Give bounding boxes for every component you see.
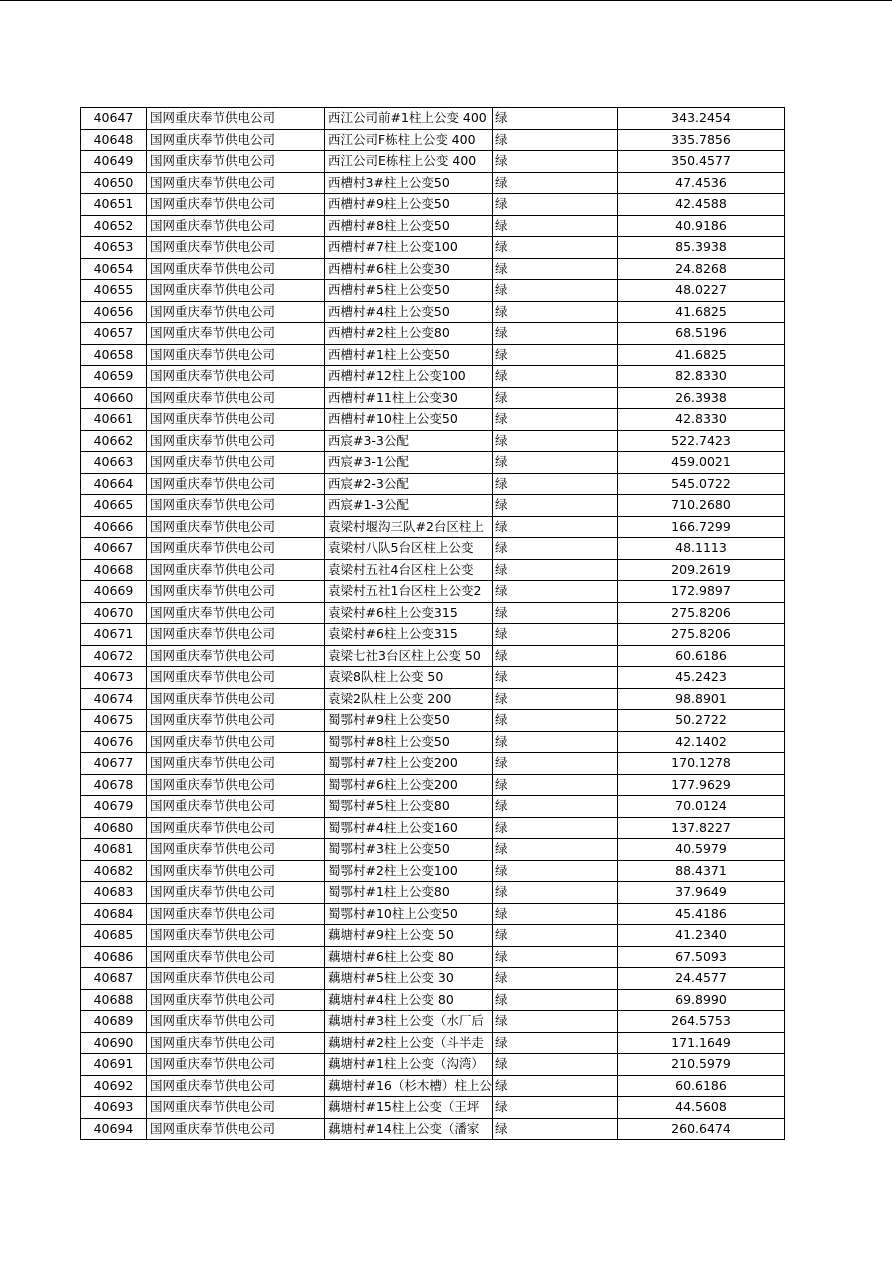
cell-company: 国网重庆奉节供电公司 — [147, 882, 325, 904]
cell-id: 40676 — [81, 731, 147, 753]
cell-company: 国网重庆奉节供电公司 — [147, 1118, 325, 1140]
cell-value: 85.3938 — [618, 237, 785, 259]
cell-id: 40663 — [81, 452, 147, 474]
cell-value: 335.7856 — [618, 129, 785, 151]
cell-company: 国网重庆奉节供电公司 — [147, 817, 325, 839]
cell-company: 国网重庆奉节供电公司 — [147, 903, 325, 925]
cell-status-color: 绿 — [493, 710, 618, 732]
cell-id: 40650 — [81, 172, 147, 194]
cell-id: 40671 — [81, 624, 147, 646]
cell-company: 国网重庆奉节供电公司 — [147, 860, 325, 882]
cell-value: 343.2454 — [618, 108, 785, 130]
cell-id: 40661 — [81, 409, 147, 431]
cell-transformer-name: 袁梁村#6柱上公变315 — [325, 624, 493, 646]
cell-company: 国网重庆奉节供电公司 — [147, 108, 325, 130]
cell-id: 40680 — [81, 817, 147, 839]
cell-company: 国网重庆奉节供电公司 — [147, 495, 325, 517]
table-row — [81, 301, 785, 323]
cell-transformer-name: 袁梁七社3台区柱上公变 50 — [325, 645, 493, 667]
table-row — [81, 151, 785, 173]
cell-company: 国网重庆奉节供电公司 — [147, 172, 325, 194]
cell-status-color: 绿 — [493, 366, 618, 388]
cell-id: 40654 — [81, 258, 147, 280]
cell-status-color: 绿 — [493, 237, 618, 259]
cell-status-color: 绿 — [493, 1032, 618, 1054]
cell-status-color: 绿 — [493, 1011, 618, 1033]
cell-company: 国网重庆奉节供电公司 — [147, 129, 325, 151]
table-row — [81, 1032, 785, 1054]
cell-id: 40660 — [81, 387, 147, 409]
cell-transformer-name: 蜀鄂村#8柱上公变50 — [325, 731, 493, 753]
data-table — [80, 107, 785, 1140]
cell-status-color: 绿 — [493, 581, 618, 603]
cell-company: 国网重庆奉节供电公司 — [147, 989, 325, 1011]
cell-status-color: 绿 — [493, 215, 618, 237]
cell-status-color: 绿 — [493, 882, 618, 904]
cell-status-color: 绿 — [493, 1054, 618, 1076]
cell-status-color: 绿 — [493, 323, 618, 345]
cell-transformer-name: 西宸#3-3公配 — [325, 430, 493, 452]
cell-status-color: 绿 — [493, 903, 618, 925]
cell-status-color: 绿 — [493, 624, 618, 646]
cell-status-color: 绿 — [493, 774, 618, 796]
cell-status-color: 绿 — [493, 602, 618, 624]
cell-transformer-name: 西槽村#11柱上公变30 — [325, 387, 493, 409]
table-row — [81, 323, 785, 345]
cell-value: 350.4577 — [618, 151, 785, 173]
cell-status-color: 绿 — [493, 817, 618, 839]
table-row — [81, 516, 785, 538]
cell-value: 177.9629 — [618, 774, 785, 796]
cell-id: 40669 — [81, 581, 147, 603]
cell-value: 45.2423 — [618, 667, 785, 689]
cell-transformer-name: 藕塘村#3柱上公变（水厂后 — [325, 1011, 493, 1033]
cell-value: 522.7423 — [618, 430, 785, 452]
cell-transformer-name: 蜀鄂村#10柱上公变50 — [325, 903, 493, 925]
cell-id: 40683 — [81, 882, 147, 904]
cell-value: 26.3938 — [618, 387, 785, 409]
cell-status-color: 绿 — [493, 538, 618, 560]
table-row — [81, 796, 785, 818]
cell-value: 42.4588 — [618, 194, 785, 216]
table-row — [81, 280, 785, 302]
cell-status-color: 绿 — [493, 989, 618, 1011]
cell-company: 国网重庆奉节供电公司 — [147, 774, 325, 796]
table-row — [81, 387, 785, 409]
cell-status-color: 绿 — [493, 344, 618, 366]
cell-transformer-name: 西槽村#1柱上公变50 — [325, 344, 493, 366]
table-row — [81, 602, 785, 624]
cell-transformer-name: 袁梁村堰沟三队#2台区柱上 — [325, 516, 493, 538]
cell-transformer-name: 蜀鄂村#9柱上公变50 — [325, 710, 493, 732]
cell-transformer-name: 西槽村3#柱上公变50 — [325, 172, 493, 194]
cell-status-color: 绿 — [493, 172, 618, 194]
cell-transformer-name: 藕塘村#16（杉木槽）柱上公 — [325, 1075, 493, 1097]
cell-transformer-name: 西江公司前#1柱上公变 400 — [325, 108, 493, 130]
cell-company: 国网重庆奉节供电公司 — [147, 258, 325, 280]
cell-company: 国网重庆奉节供电公司 — [147, 366, 325, 388]
cell-value: 41.6825 — [618, 301, 785, 323]
cell-status-color: 绿 — [493, 860, 618, 882]
cell-status-color: 绿 — [493, 1118, 618, 1140]
page-top-border — [0, 0, 892, 1]
cell-company: 国网重庆奉节供电公司 — [147, 344, 325, 366]
cell-company: 国网重庆奉节供电公司 — [147, 430, 325, 452]
cell-status-color: 绿 — [493, 968, 618, 990]
cell-transformer-name: 袁梁村五社4台区柱上公变 — [325, 559, 493, 581]
cell-company: 国网重庆奉节供电公司 — [147, 925, 325, 947]
cell-value: 37.9649 — [618, 882, 785, 904]
cell-id: 40672 — [81, 645, 147, 667]
cell-value: 45.4186 — [618, 903, 785, 925]
cell-transformer-name: 蜀鄂村#2柱上公变100 — [325, 860, 493, 882]
table-row — [81, 1011, 785, 1033]
cell-value: 24.8268 — [618, 258, 785, 280]
cell-transformer-name: 西槽村#7柱上公变100 — [325, 237, 493, 259]
cell-company: 国网重庆奉节供电公司 — [147, 731, 325, 753]
cell-id: 40659 — [81, 366, 147, 388]
cell-company: 国网重庆奉节供电公司 — [147, 323, 325, 345]
cell-status-color: 绿 — [493, 839, 618, 861]
cell-value: 68.5196 — [618, 323, 785, 345]
cell-status-color: 绿 — [493, 645, 618, 667]
cell-status-color: 绿 — [493, 280, 618, 302]
table-row — [81, 581, 785, 603]
table-row — [81, 409, 785, 431]
cell-value: 275.8206 — [618, 602, 785, 624]
cell-status-color: 绿 — [493, 258, 618, 280]
cell-id: 40647 — [81, 108, 147, 130]
cell-value: 41.2340 — [618, 925, 785, 947]
table-row — [81, 344, 785, 366]
cell-id: 40686 — [81, 946, 147, 968]
cell-company: 国网重庆奉节供电公司 — [147, 688, 325, 710]
table-row — [81, 925, 785, 947]
cell-status-color: 绿 — [493, 151, 618, 173]
cell-id: 40652 — [81, 215, 147, 237]
cell-value: 209.2619 — [618, 559, 785, 581]
cell-transformer-name: 西江公司E栋柱上公变 400 — [325, 151, 493, 173]
cell-transformer-name: 藕塘村#2柱上公变（斗半走 — [325, 1032, 493, 1054]
cell-transformer-name: 西槽村#2柱上公变80 — [325, 323, 493, 345]
table-row — [81, 129, 785, 151]
cell-status-color: 绿 — [493, 409, 618, 431]
cell-transformer-name: 袁梁村八队5台区柱上公变 — [325, 538, 493, 560]
table-row — [81, 495, 785, 517]
cell-company: 国网重庆奉节供电公司 — [147, 667, 325, 689]
cell-id: 40692 — [81, 1075, 147, 1097]
cell-value: 98.8901 — [618, 688, 785, 710]
table-row — [81, 817, 785, 839]
cell-company: 国网重庆奉节供电公司 — [147, 516, 325, 538]
cell-company: 国网重庆奉节供电公司 — [147, 946, 325, 968]
cell-value: 41.6825 — [618, 344, 785, 366]
cell-id: 40666 — [81, 516, 147, 538]
cell-transformer-name: 西槽村#5柱上公变50 — [325, 280, 493, 302]
cell-value: 260.6474 — [618, 1118, 785, 1140]
cell-status-color: 绿 — [493, 430, 618, 452]
cell-status-color: 绿 — [493, 452, 618, 474]
cell-value: 60.6186 — [618, 645, 785, 667]
cell-status-color: 绿 — [493, 925, 618, 947]
table-row — [81, 538, 785, 560]
cell-id: 40658 — [81, 344, 147, 366]
cell-id: 40668 — [81, 559, 147, 581]
cell-value: 60.6186 — [618, 1075, 785, 1097]
cell-company: 国网重庆奉节供电公司 — [147, 796, 325, 818]
cell-transformer-name: 袁梁村五社1台区柱上公变2 — [325, 581, 493, 603]
cell-company: 国网重庆奉节供电公司 — [147, 753, 325, 775]
cell-company: 国网重庆奉节供电公司 — [147, 624, 325, 646]
cell-transformer-name: 藕塘村#5柱上公变 30 — [325, 968, 493, 990]
cell-value: 88.4371 — [618, 860, 785, 882]
cell-id: 40667 — [81, 538, 147, 560]
table-row — [81, 194, 785, 216]
cell-status-color: 绿 — [493, 667, 618, 689]
cell-company: 国网重庆奉节供电公司 — [147, 1011, 325, 1033]
cell-company: 国网重庆奉节供电公司 — [147, 710, 325, 732]
cell-transformer-name: 袁梁2队柱上公变 200 — [325, 688, 493, 710]
cell-company: 国网重庆奉节供电公司 — [147, 538, 325, 560]
table-row — [81, 237, 785, 259]
cell-transformer-name: 西宸#3-1公配 — [325, 452, 493, 474]
cell-status-color: 绿 — [493, 753, 618, 775]
cell-id: 40651 — [81, 194, 147, 216]
cell-transformer-name: 藕塘村#4柱上公变 80 — [325, 989, 493, 1011]
table-row — [81, 774, 785, 796]
cell-value: 69.8990 — [618, 989, 785, 1011]
cell-value: 47.4536 — [618, 172, 785, 194]
cell-transformer-name: 藕塘村#14柱上公变（潘家 — [325, 1118, 493, 1140]
cell-value: 48.1113 — [618, 538, 785, 560]
table-row — [81, 1118, 785, 1140]
cell-transformer-name: 蜀鄂村#3柱上公变50 — [325, 839, 493, 861]
cell-status-color: 绿 — [493, 688, 618, 710]
cell-status-color: 绿 — [493, 1097, 618, 1119]
table-row — [81, 688, 785, 710]
table-row — [81, 946, 785, 968]
cell-value: 459.0021 — [618, 452, 785, 474]
cell-company: 国网重庆奉节供电公司 — [147, 1032, 325, 1054]
cell-id: 40693 — [81, 1097, 147, 1119]
cell-transformer-name: 西槽村#4柱上公变50 — [325, 301, 493, 323]
cell-company: 国网重庆奉节供电公司 — [147, 387, 325, 409]
cell-company: 国网重庆奉节供电公司 — [147, 645, 325, 667]
cell-value: 70.0124 — [618, 796, 785, 818]
cell-id: 40682 — [81, 860, 147, 882]
cell-status-color: 绿 — [493, 108, 618, 130]
cell-value: 172.9897 — [618, 581, 785, 603]
cell-id: 40687 — [81, 968, 147, 990]
cell-transformer-name: 西宸#2-3公配 — [325, 473, 493, 495]
table-row — [81, 1054, 785, 1076]
cell-company: 国网重庆奉节供电公司 — [147, 409, 325, 431]
cell-id: 40656 — [81, 301, 147, 323]
cell-company: 国网重庆奉节供电公司 — [147, 194, 325, 216]
cell-value: 42.1402 — [618, 731, 785, 753]
cell-value: 40.5979 — [618, 839, 785, 861]
table-row — [81, 753, 785, 775]
table-row — [81, 903, 785, 925]
table-row — [81, 1075, 785, 1097]
cell-status-color: 绿 — [493, 301, 618, 323]
cell-transformer-name: 袁梁村#6柱上公变315 — [325, 602, 493, 624]
cell-value: 137.8227 — [618, 817, 785, 839]
cell-transformer-name: 藕塘村#9柱上公变 50 — [325, 925, 493, 947]
cell-status-color: 绿 — [493, 495, 618, 517]
cell-transformer-name: 西槽村#6柱上公变30 — [325, 258, 493, 280]
cell-value: 67.5093 — [618, 946, 785, 968]
cell-transformer-name: 西江公司F栋柱上公变 400 — [325, 129, 493, 151]
cell-id: 40694 — [81, 1118, 147, 1140]
cell-value: 710.2680 — [618, 495, 785, 517]
cell-value: 24.4577 — [618, 968, 785, 990]
cell-id: 40689 — [81, 1011, 147, 1033]
table-row — [81, 731, 785, 753]
table-row — [81, 882, 785, 904]
cell-status-color: 绿 — [493, 473, 618, 495]
cell-id: 40681 — [81, 839, 147, 861]
cell-id: 40653 — [81, 237, 147, 259]
cell-id: 40664 — [81, 473, 147, 495]
cell-id: 40662 — [81, 430, 147, 452]
table-row — [81, 1097, 785, 1119]
cell-value: 42.8330 — [618, 409, 785, 431]
table-row — [81, 108, 785, 130]
cell-company: 国网重庆奉节供电公司 — [147, 968, 325, 990]
cell-transformer-name: 西宸#1-3公配 — [325, 495, 493, 517]
cell-id: 40675 — [81, 710, 147, 732]
cell-id: 40690 — [81, 1032, 147, 1054]
table-row — [81, 989, 785, 1011]
cell-transformer-name: 袁梁8队柱上公变 50 — [325, 667, 493, 689]
cell-value: 275.8206 — [618, 624, 785, 646]
cell-transformer-name: 蜀鄂村#1柱上公变80 — [325, 882, 493, 904]
cell-id: 40674 — [81, 688, 147, 710]
cell-id: 40679 — [81, 796, 147, 818]
table-row — [81, 172, 785, 194]
cell-status-color: 绿 — [493, 387, 618, 409]
table-body — [81, 108, 785, 1140]
cell-value: 264.5753 — [618, 1011, 785, 1033]
cell-transformer-name: 藕塘村#1柱上公变（沟湾） — [325, 1054, 493, 1076]
table-row — [81, 258, 785, 280]
table-row — [81, 624, 785, 646]
cell-id: 40678 — [81, 774, 147, 796]
cell-transformer-name: 西槽村#8柱上公变50 — [325, 215, 493, 237]
cell-id: 40677 — [81, 753, 147, 775]
cell-id: 40691 — [81, 1054, 147, 1076]
cell-status-color: 绿 — [493, 516, 618, 538]
cell-status-color: 绿 — [493, 194, 618, 216]
cell-value: 40.9186 — [618, 215, 785, 237]
cell-id: 40688 — [81, 989, 147, 1011]
cell-status-color: 绿 — [493, 129, 618, 151]
table-row — [81, 710, 785, 732]
cell-transformer-name: 藕塘村#15柱上公变（王坪 — [325, 1097, 493, 1119]
cell-company: 国网重庆奉节供电公司 — [147, 301, 325, 323]
cell-company: 国网重庆奉节供电公司 — [147, 1097, 325, 1119]
cell-id: 40649 — [81, 151, 147, 173]
cell-transformer-name: 蜀鄂村#4柱上公变160 — [325, 817, 493, 839]
table-row — [81, 430, 785, 452]
cell-value: 50.2722 — [618, 710, 785, 732]
cell-value: 48.0227 — [618, 280, 785, 302]
cell-status-color: 绿 — [493, 731, 618, 753]
cell-company: 国网重庆奉节供电公司 — [147, 602, 325, 624]
cell-company: 国网重庆奉节供电公司 — [147, 1075, 325, 1097]
cell-status-color: 绿 — [493, 946, 618, 968]
cell-id: 40673 — [81, 667, 147, 689]
table-row — [81, 968, 785, 990]
cell-company: 国网重庆奉节供电公司 — [147, 559, 325, 581]
cell-value: 171.1649 — [618, 1032, 785, 1054]
cell-id: 40657 — [81, 323, 147, 345]
cell-company: 国网重庆奉节供电公司 — [147, 473, 325, 495]
cell-transformer-name: 西槽村#12柱上公变100 — [325, 366, 493, 388]
cell-id: 40655 — [81, 280, 147, 302]
table-row — [81, 645, 785, 667]
cell-value: 170.1278 — [618, 753, 785, 775]
cell-value: 545.0722 — [618, 473, 785, 495]
cell-transformer-name: 蜀鄂村#5柱上公变80 — [325, 796, 493, 818]
cell-company: 国网重庆奉节供电公司 — [147, 280, 325, 302]
cell-value: 82.8330 — [618, 366, 785, 388]
cell-id: 40648 — [81, 129, 147, 151]
cell-company: 国网重庆奉节供电公司 — [147, 581, 325, 603]
table-row — [81, 839, 785, 861]
cell-transformer-name: 西槽村#9柱上公变50 — [325, 194, 493, 216]
table-row — [81, 860, 785, 882]
cell-company: 国网重庆奉节供电公司 — [147, 452, 325, 474]
cell-company: 国网重庆奉节供电公司 — [147, 1054, 325, 1076]
table-row — [81, 473, 785, 495]
cell-id: 40665 — [81, 495, 147, 517]
table-row — [81, 215, 785, 237]
cell-status-color: 绿 — [493, 1075, 618, 1097]
cell-transformer-name: 藕塘村#6柱上公变 80 — [325, 946, 493, 968]
cell-value: 210.5979 — [618, 1054, 785, 1076]
cell-value: 166.7299 — [618, 516, 785, 538]
cell-value: 44.5608 — [618, 1097, 785, 1119]
cell-transformer-name: 蜀鄂村#6柱上公变200 — [325, 774, 493, 796]
cell-id: 40670 — [81, 602, 147, 624]
cell-id: 40684 — [81, 903, 147, 925]
cell-company: 国网重庆奉节供电公司 — [147, 237, 325, 259]
cell-company: 国网重庆奉节供电公司 — [147, 839, 325, 861]
table-row — [81, 366, 785, 388]
table-row — [81, 559, 785, 581]
cell-id: 40685 — [81, 925, 147, 947]
table-row — [81, 452, 785, 474]
cell-status-color: 绿 — [493, 796, 618, 818]
cell-transformer-name: 蜀鄂村#7柱上公变200 — [325, 753, 493, 775]
table-row — [81, 667, 785, 689]
cell-company: 国网重庆奉节供电公司 — [147, 215, 325, 237]
cell-company: 国网重庆奉节供电公司 — [147, 151, 325, 173]
cell-status-color: 绿 — [493, 559, 618, 581]
cell-transformer-name: 西槽村#10柱上公变50 — [325, 409, 493, 431]
